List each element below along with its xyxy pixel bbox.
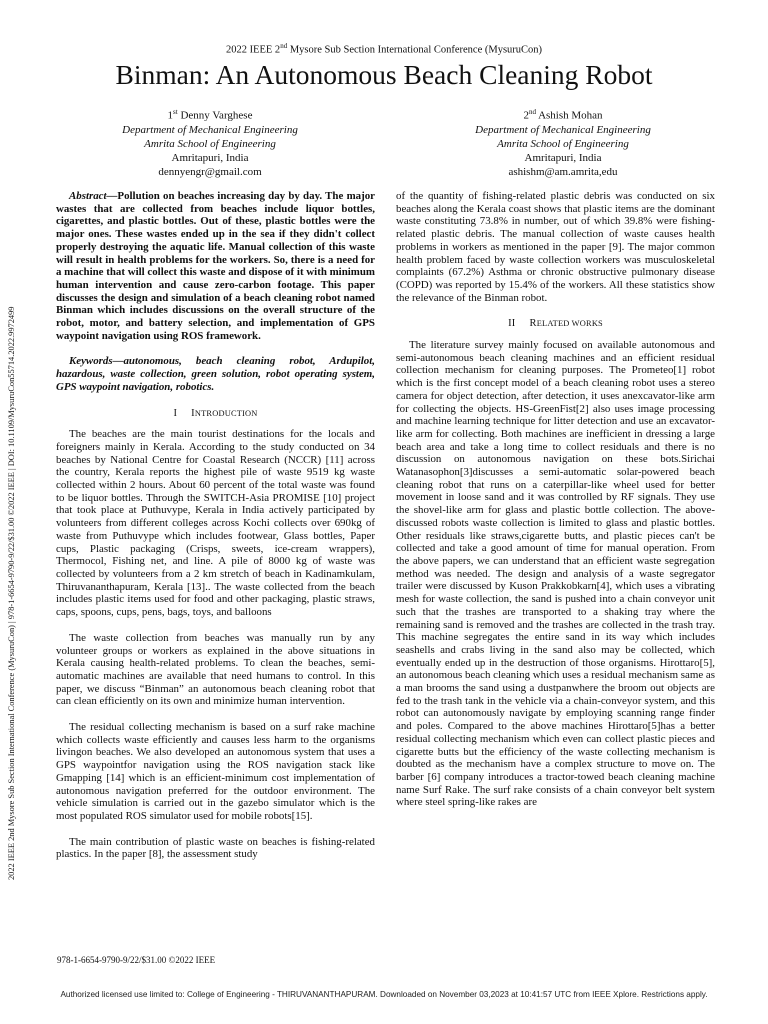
paragraph: The waste collection from beaches was manually run by any volunteer groups or workers as explained in the above situations in Kerala causing health-related problems. To clean the beaches, semi-automatic machines are available that need humans to control. In this paper, we discuss “Binman” an autonomous beach cleaning robot that can clean efficiently on its own and minimize human intervention. [56, 631, 375, 708]
paragraph: The main contribution of plastic waste on beaches is fishing-related plastics. In the paper [8], the assessment study [56, 835, 375, 861]
author-name: 2nd Ashish Mohan [523, 108, 603, 122]
author-department: Department of Mechanical Engineering [475, 123, 651, 136]
paragraph: The beaches are the main tourist destinations for the locals and foreigners mainly in Kerala. According to the study conducted on 34 beaches by National Centre for Coastal Research (NCCR) [11] across the country, Kerala reports the highest pile of waste 9519 kg waste collected within 2 hours. About 60 percent of the total waste was found to be liquor bottles. Through the SWITCH-Asia PROMISE [10] project that took place at Puthuvype, Kerala in India actively participated by volunteers from different colleges across Kochi collects over 690kg of waste from Puthuvype which includes footwear, Glass bottles, Paper cups, Plastic packaging (Crisps, sweets, ice-cream wrappers), Thermocol, Fishing net, and line. A pile of 8000 kg of waste was collected by volunteers from a 2 km stretch of beach in Kadinamkulam, Thiruvananthapuram, Kerala [13].. The waste collected from the beach includes plastic items used for food and other packaging, plastic straws, caps, spoons, cups, pens, bags, toys, and balloons [56, 428, 375, 619]
author-location: Amritapuri, India [171, 151, 249, 164]
author-block-1 [60, 105, 360, 179]
author-location: Amritapuri, India [524, 151, 602, 164]
abstract: Abstract—Pollution on beaches increasing day by day. The major wastes that are collected from beaches include liquor bottles, cigarettes, and plastic bottles. Out of these, plastic bottles were the major ones. These wastes ended up in the sea if they didn't collect properly destroying the aquatic life. Manual collection of this waste will result in health problems for the workers. So, there is a need for a machine that will collect this waste and dispose of it with minimum human intervention and cause zero-carbon footage. This paper discusses the design and simulation of a beach cleaning robot named Binman which includes discussions on the overall structure of the robot, motor, and battery selection, and implementation of GPS waypoint navigation using ROS framework. [56, 190, 375, 342]
section-heading-introduction: I INTRODUCTION [173, 407, 258, 419]
license-notice: Authorized licensed use limited to: College of Engineering - THIRUVANANTHAPURAM. Downloaded on November 03,2023 at 10:41:57 UTC from IEEE Xplore. Restrictions apply. [60, 990, 708, 999]
author-block-2 [413, 105, 713, 179]
author-school: Amrita School of Engineering [497, 137, 629, 150]
conference-header: 2022 IEEE 2nd Mysore Sub Section International Conference (MysuruCon) [225, 42, 543, 56]
section-heading-related-works: II RELATED WORKS [508, 318, 603, 330]
author-department: Department of Mechanical Engineering [122, 123, 298, 136]
right-column [396, 190, 715, 809]
copyright-footer: 978-1-6654-9790-9/22/$31.00 ©2022 IEEE [57, 955, 216, 965]
doi-sidebar: 2022 IEEE 2nd Mysore Sub Section International Conference (MysuruCon) | 978-1-6654-9790-9/22/$31.00 ©2022 IEEE | DOI: 10.1109/MysuruCon55714.2022.9972499 [7, 306, 16, 880]
paragraph: of the quantity of fishing-related plastic debris was conducted on six beaches along the Kerala coast shows that plastic items are the dominant waste constituting 73.8% in number, out of which 39.8% were fishing-related plastic debris. The manual collection of waste causes health problems in workers as mentioned in the paper [9]. The major common health problem faced by waste collection workers was musculoskeletal complaints (67.2%) Asthma or chronic obstructive pulmonary disease (COPD) was reported by 15.4% of the workers. All these statistics show the relevance of the Binman robot. [396, 190, 715, 304]
left-column [56, 190, 375, 861]
author-school: Amrita School of Engineering [144, 137, 276, 150]
author-name: 1st Denny Varghese [167, 108, 253, 122]
paragraph: The residual collecting mechanism is based on a surf rake machine which collects waste efficiently and causes less harm to the organisms livingon beaches. We also developed an autonomous system that uses a GPS waypointfor navigation using the ROS navigation stack like Gmapping [14] which is an efficient-minimum cost implementation of autonomous navigation preferred for the outdoor environment. The vehicle simulation is carried out in the gazebo simulator which is the most populated ROS simulator used for mobile robots[15]. [56, 721, 375, 822]
paragraph: The literature survey mainly focused on available autonomous and semi-autonomous beach cleaning machines and an efficient residual collection mechanism for cleaning purposes. The Prometeo[1] robot which is the first concept model of a beach cleaning robot uses a stereo camera for object detection, after detection, it uses anexcavator-like arm for collecting the objects. HS-GreenFist[2] also uses image processing and machine learning technique for litter detection and use an excavator-like arm for collecting. Both machines are inefficient in dressing a large beach area and take a long time to collect residuals and there is no discussion on autonomous navigation on these bots.Sirichai Watanasophon[3]discusses a semi-automatic solar-powered beach cleaning robot that runs on a caterpillar-like wheel used for better movement in loose sand and it was controlled by RF signals. They use the shovel-like arm for glass and plastic bottle collection. The above-discussed robots waste collection is limited to glass and plastic bottles. Other residuals like straws,cigarette butts, and plastic pieces can't be collected and take a good amount of time for manual operation. From the above papers, we can understand that an efficient waste segregation method was needed. The design and analysis of a waste segregator trailer were discussed by Kuson Prakkobkarn[4], which uses a vibrating mesh for waste collection, the sand is pushed into a chain conveyor unit such that the trashes are transported to a shaking tray where the remaining sand is removed and the trashes are collected in the trash tray. This machine segregates the entire sand in its way which includes seashells and crabs living in the sand also may be collected, which eventually ended up in the destruction of those organisms. Hirottaro[5], an autonomous beach cleaning which uses a residual mechanism same as a man brooms the sand using a dustpanwhere the broom out objects are fed to the trash tank in the vehicle via a chain-conveyor system, and this robot can autonomously navigate by employing scanning range finder and poles. Compared to the above machines Hirottaro[5]has a better residual collecting mechanism which even can collect plastic pieces and cigarette butts but the efficiency of the waste collecting mechanism is doubted as the mechanism have a complex structure to move on. The barber [6] company introduces a tractor-towed beach cleaning machine name Surf Rake. The surf rake consists of a chain conveyor belt system where steel spring-like rakes are [396, 339, 715, 809]
paper-title: Binman: An Autonomous Beach Cleaning Robot [115, 59, 653, 90]
keywords: Keywords—autonomous, beach cleaning robot, Ardupilot, hazardous, waste collection, green solution, robot operating system, GPS waypoint navigation, robotics. [56, 355, 375, 393]
author-email: ashishm@am.amrita,edu [508, 165, 618, 178]
author-email: dennyengr@gmail.com [158, 165, 262, 178]
